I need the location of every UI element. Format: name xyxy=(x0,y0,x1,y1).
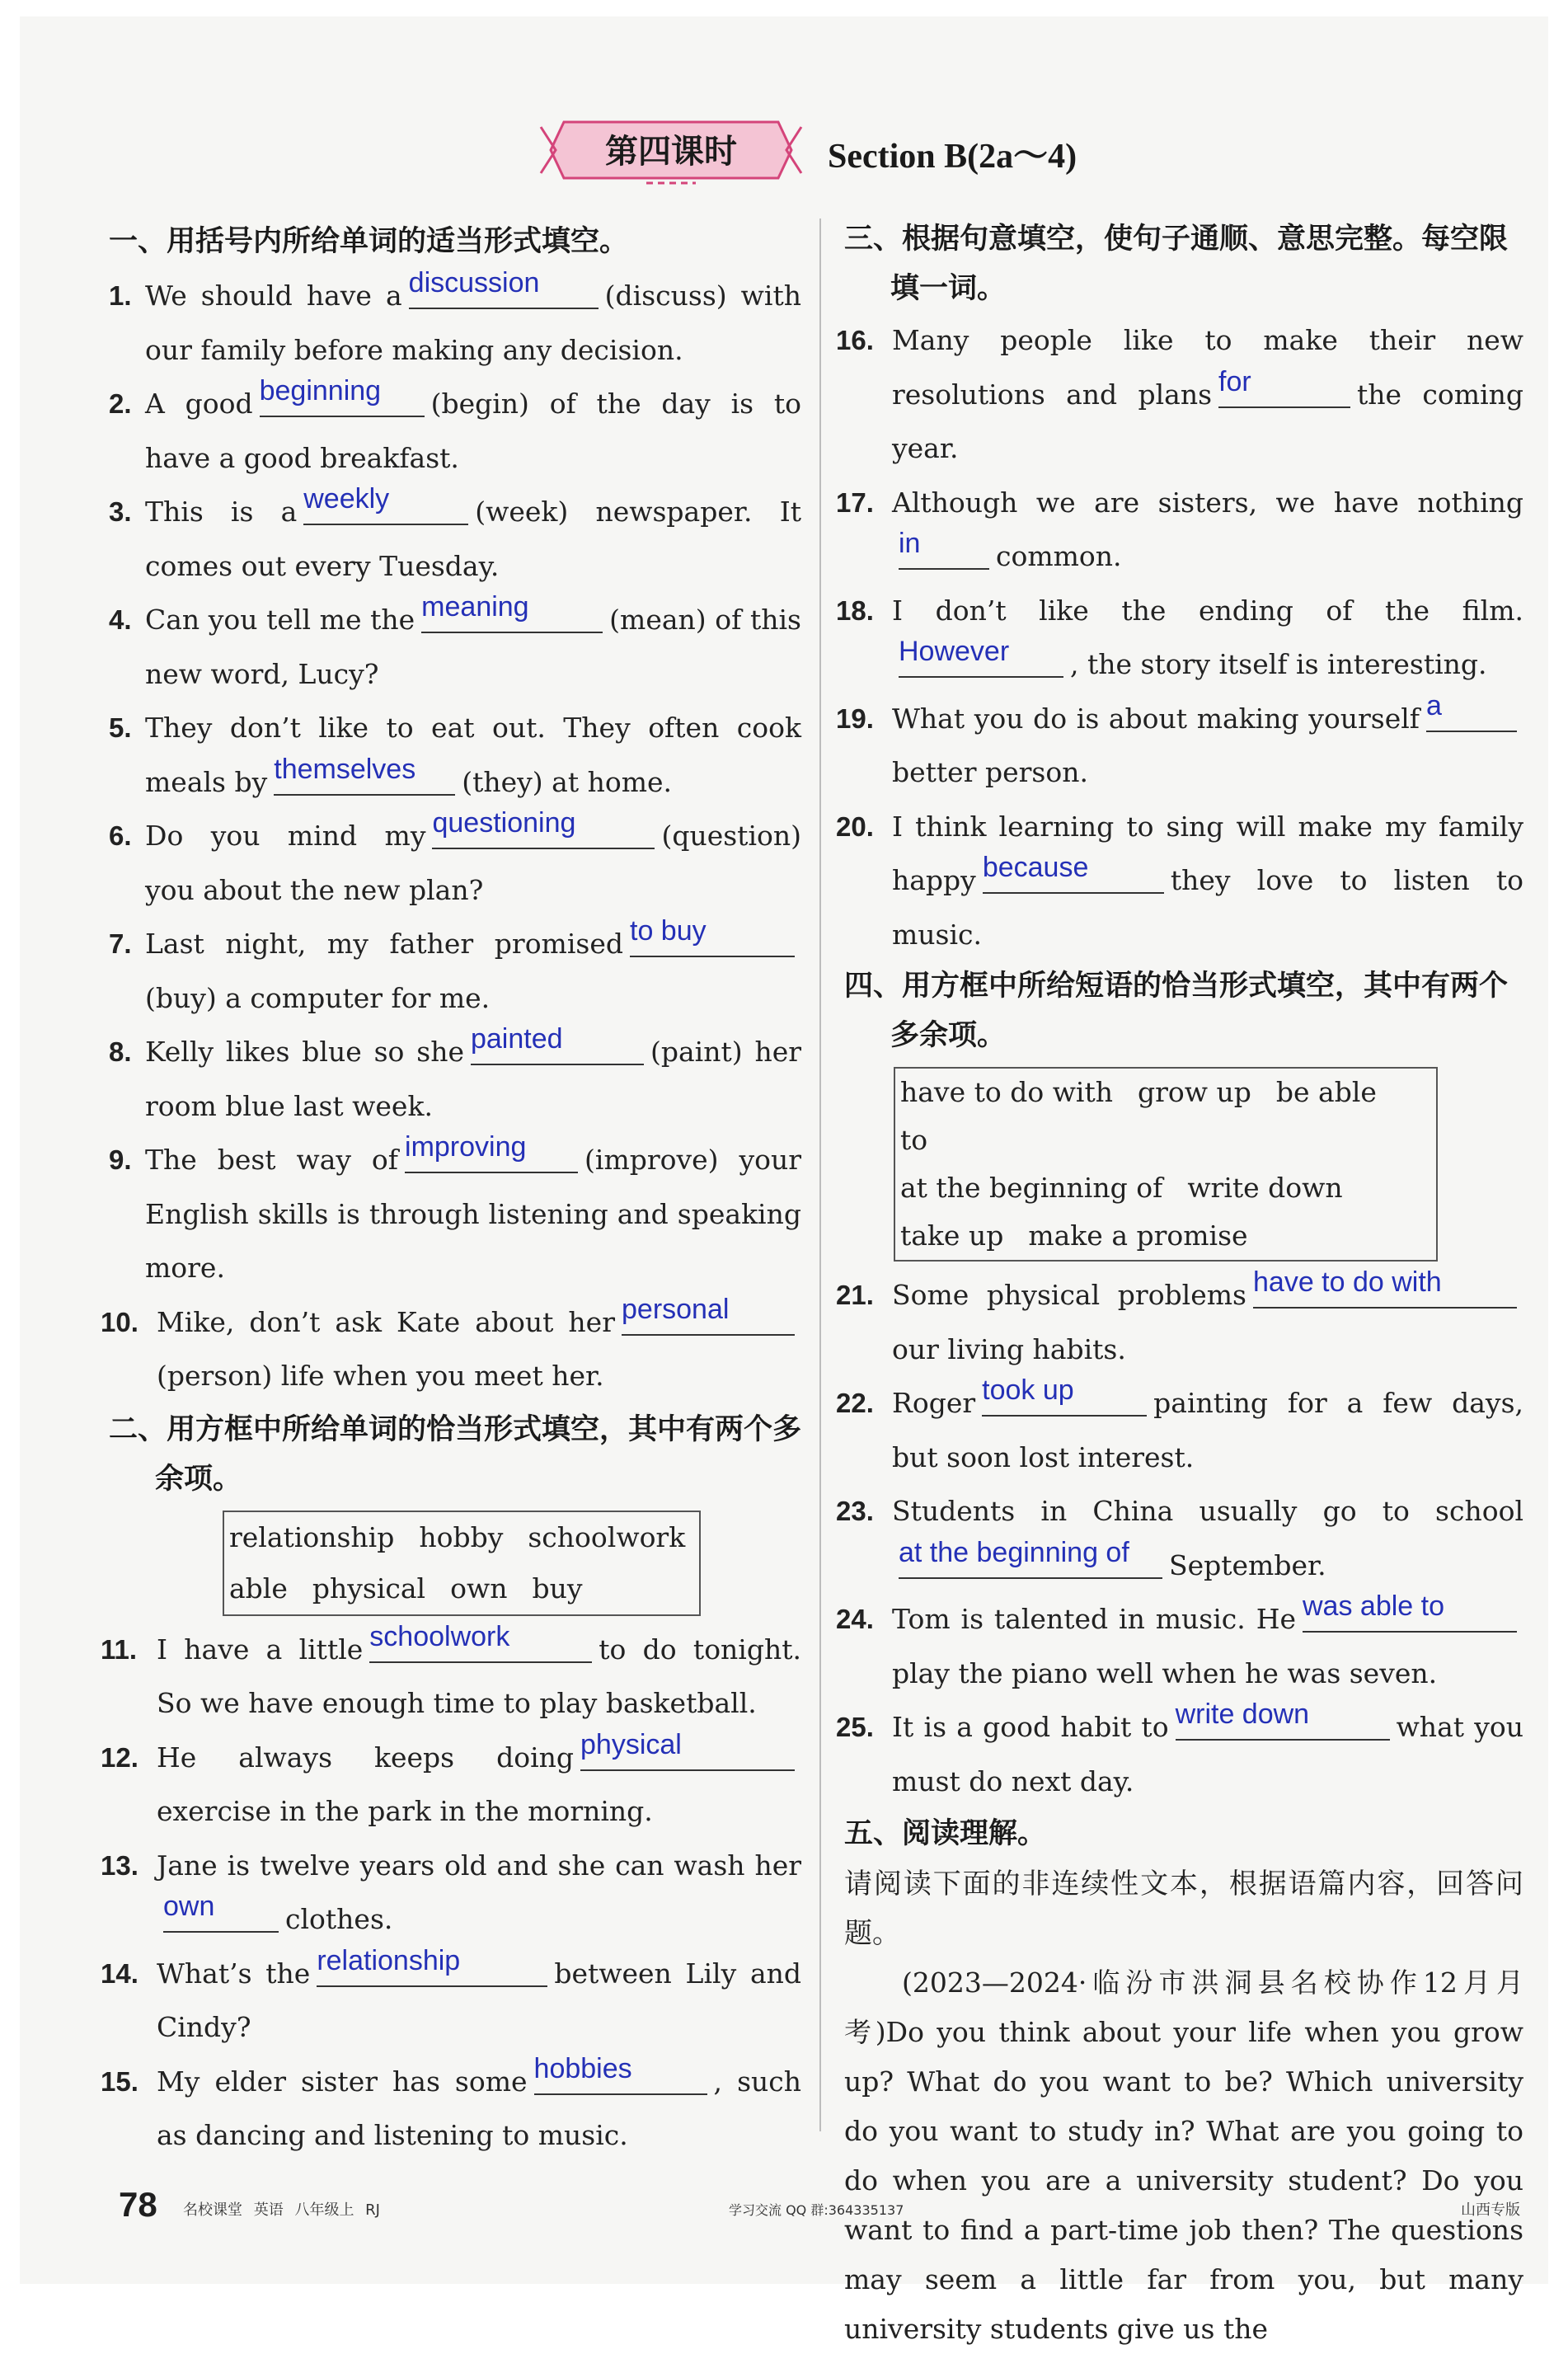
question-text-before: What’s the xyxy=(157,1957,311,1990)
question-text-after: (question) you about the new plan? xyxy=(145,820,801,906)
question-text-after: (buy) a computer for me. xyxy=(145,981,491,1014)
answer-blank[interactable] xyxy=(1253,1266,1517,1309)
question-text-after: (begin) of the day is to have a good breakfast. xyxy=(145,388,801,474)
question-number: 8. xyxy=(109,1036,132,1067)
question-text-after: (person) life when you meet her. xyxy=(157,1360,604,1392)
word-box-row xyxy=(229,1563,694,1614)
answer-blank[interactable] xyxy=(899,528,989,570)
lesson-header xyxy=(531,115,1124,190)
question-number: 5. xyxy=(109,712,132,743)
question-text-after: common. xyxy=(996,540,1122,572)
question-text-before: Many people like to make their new resolutions and plans xyxy=(892,324,1523,411)
question-item xyxy=(836,689,1523,800)
answer-blank[interactable] xyxy=(303,483,468,525)
phrase-box-row xyxy=(900,1212,1431,1260)
question-number: 10. xyxy=(101,1306,138,1337)
answer-text: for xyxy=(1218,365,1251,397)
answer-text: meaning xyxy=(421,591,529,623)
question-text-before: Do you mind my xyxy=(145,820,426,852)
question-number: 18. xyxy=(836,594,874,626)
question-number: 1. xyxy=(109,280,132,311)
question-text-before: Jane is twelve years old and she can wash her xyxy=(157,1849,801,1882)
answer-blank[interactable] xyxy=(408,267,599,309)
question-number: 7. xyxy=(109,928,132,959)
box-word: at the beginning of xyxy=(900,1172,1163,1204)
question-text-before: Can you tell me the xyxy=(145,604,415,636)
answer-text: at the beginning of xyxy=(899,1536,1129,1568)
question-number: 21. xyxy=(836,1280,874,1310)
answer-text: took up xyxy=(982,1374,1074,1406)
section4-heading: 四、用方框中所给短语的恰当形式填空，其中有两个多余项。 xyxy=(844,970,1509,1052)
left-column xyxy=(101,214,802,2163)
answer-text: in xyxy=(899,528,921,559)
box-word: buy xyxy=(532,1572,583,1605)
question-text-before: He always keeps doing xyxy=(157,1741,574,1774)
question-number: 23. xyxy=(836,1496,874,1526)
answer-blank[interactable] xyxy=(405,1131,578,1173)
question-text-after: they love to listen to music. xyxy=(892,864,1523,951)
question-number: 9. xyxy=(109,1144,132,1175)
question-text-before: What you do is about making yourself xyxy=(892,702,1420,735)
answer-blank[interactable] xyxy=(899,1536,1162,1579)
question-text-after: exercise in the park in the morning. xyxy=(157,1795,653,1827)
answer-text: because xyxy=(982,852,1089,883)
question-item xyxy=(109,701,801,809)
question-number: 17. xyxy=(836,486,874,518)
answer-text: personal xyxy=(622,1293,730,1325)
section1-heading: 一、用括号内所给单词的适当形式填空。 xyxy=(109,225,629,258)
question-text-after: our living habits. xyxy=(892,1332,1126,1365)
section2-word-box xyxy=(223,1511,701,1616)
question-item xyxy=(836,476,1523,584)
question-number: 6. xyxy=(109,820,132,851)
page-footer xyxy=(119,2185,1520,2234)
question-number: 12. xyxy=(101,1741,138,1773)
question-text-before: We should have a xyxy=(145,280,402,312)
section2-heading: 二、用方框中所给单词的恰当形式填空，其中有两个多余项。 xyxy=(109,1412,802,1496)
answer-blank[interactable] xyxy=(163,1891,279,1933)
question-text-before: A good xyxy=(145,388,253,420)
section3-list xyxy=(836,313,1523,961)
edition-label: 山西专版 xyxy=(1461,2201,1520,2219)
answer-text: was able to xyxy=(1303,1590,1444,1622)
answer-blank[interactable] xyxy=(1175,1699,1390,1741)
question-text-before: Some physical problems xyxy=(892,1279,1246,1311)
question-text-after: clothes. xyxy=(285,1903,393,1935)
box-word: relationship xyxy=(229,1520,395,1553)
qq-group-info: 学习交流 QQ 群:364335137 xyxy=(729,2202,904,2218)
page-sheet xyxy=(20,16,1548,2345)
box-word: physical xyxy=(312,1572,426,1605)
question-text-after: play the piano well when he was seven. xyxy=(892,1656,1438,1689)
section4-phrase-box xyxy=(894,1067,1438,1262)
question-text-before: This is a xyxy=(145,496,298,528)
section2-list xyxy=(101,1620,801,2163)
question-item xyxy=(101,1944,801,2055)
question-text-before: Kelly likes blue so she xyxy=(145,1036,464,1068)
question-number: 11. xyxy=(101,1633,138,1665)
section3-heading: 三、根据句意填空，使句子通顺、意思完整。每空限填一词。 xyxy=(844,223,1509,305)
question-text-before: I don’t like the ending of the film. xyxy=(892,594,1523,627)
question-item xyxy=(836,1266,1523,1376)
answer-text: own xyxy=(163,1891,215,1922)
question-text-before: Last night, my father promised xyxy=(145,928,623,960)
question-item xyxy=(836,1590,1523,1700)
answer-blank[interactable] xyxy=(533,2052,707,2095)
answer-blank[interactable] xyxy=(630,915,795,957)
right-column xyxy=(836,214,1523,2354)
box-word: write down xyxy=(1187,1172,1343,1204)
question-number: 15. xyxy=(101,2065,138,2097)
question-item xyxy=(109,593,801,701)
answer-blank[interactable] xyxy=(1218,365,1350,408)
book-info: 名校课堂 英语 八年级上 RJ xyxy=(183,2201,380,2219)
reading-instruction: 请阅读下面的非连续性文本，根据语篇内容，回答问题。 xyxy=(844,1868,1523,1950)
box-word: schoolwork xyxy=(528,1520,686,1553)
answer-text: weekly xyxy=(303,483,390,514)
question-text-after: painting for a few days, but soon lost interest. xyxy=(892,1387,1523,1473)
question-item xyxy=(109,485,801,593)
question-text-before: They don’t like to eat out. They often cook meals by xyxy=(145,712,801,798)
question-text-after: (they) at home. xyxy=(462,765,673,798)
box-word: grow up xyxy=(1138,1076,1251,1108)
answer-text: questioning xyxy=(432,807,576,839)
question-number: 13. xyxy=(101,1849,138,1881)
question-item xyxy=(836,800,1523,962)
box-word: be able to xyxy=(900,1076,1377,1156)
word-box-row xyxy=(229,1512,694,1563)
answer-text: beginning xyxy=(259,375,382,406)
question-number: 25. xyxy=(836,1712,874,1742)
answer-text: to buy xyxy=(630,915,707,947)
question-text-after: better person. xyxy=(892,756,1088,788)
question-text-after: , such as dancing and listening to music. xyxy=(157,2065,801,2151)
answer-blank[interactable] xyxy=(1303,1590,1517,1633)
question-item xyxy=(836,1484,1523,1592)
phrase-box-row xyxy=(900,1164,1431,1212)
question-item xyxy=(101,2052,801,2163)
question-number: 4. xyxy=(109,604,132,635)
question-text-before: I think learning to sing will make my family happy xyxy=(892,810,1523,896)
question-number: 14. xyxy=(101,1957,138,1989)
question-item xyxy=(101,1293,801,1403)
answer-blank[interactable] xyxy=(317,1944,547,1987)
answer-blank[interactable] xyxy=(274,753,455,796)
answer-blank[interactable] xyxy=(982,852,1164,894)
question-text-after: what you must do next day. xyxy=(892,1711,1523,1797)
question-text-before: My elder sister has some xyxy=(157,2065,528,2098)
lesson-title: 第四课时 xyxy=(605,133,737,171)
box-word: own xyxy=(450,1572,508,1605)
answer-text: painted xyxy=(470,1023,563,1055)
question-text-after: September. xyxy=(1169,1548,1326,1581)
question-item xyxy=(109,269,801,377)
question-item xyxy=(836,584,1523,692)
answer-text: However xyxy=(899,636,1010,667)
lesson-badge xyxy=(539,115,803,185)
answer-blank[interactable] xyxy=(982,1374,1147,1417)
answer-blank[interactable] xyxy=(1426,689,1517,732)
question-item xyxy=(109,377,801,485)
answer-text: have to do with xyxy=(1253,1266,1442,1298)
question-item xyxy=(109,917,801,1025)
box-word: able xyxy=(229,1572,288,1605)
reading-passage: (2023—2024·临汾市洪洞县名校协作12月月考)Do you think about your life when you grow up? What do you want to be? Which university do you want to study in? What are you going to do when you are a university student? Do you want to find a part-time job then? The questions may seem a little far from you, but many university students give us the xyxy=(844,1966,1523,2345)
question-number: 24. xyxy=(836,1604,874,1634)
question-text-after: (paint) her room blue last week. xyxy=(145,1036,802,1122)
question-text-before: The best way of xyxy=(145,1144,399,1176)
question-number: 16. xyxy=(836,325,874,355)
phrase-box-row xyxy=(900,1069,1431,1164)
question-item xyxy=(101,1728,801,1839)
answer-blank[interactable] xyxy=(369,1620,592,1663)
answer-text: hobbies xyxy=(533,2052,632,2084)
question-text-before: Students in China usually go to school xyxy=(892,1495,1523,1527)
question-number: 22. xyxy=(836,1388,874,1418)
question-item xyxy=(101,1620,801,1731)
answer-text: write down xyxy=(1175,1699,1310,1730)
question-item xyxy=(109,1133,801,1295)
question-number: 3. xyxy=(109,496,132,527)
answer-blank[interactable] xyxy=(899,636,1063,678)
answer-blank[interactable] xyxy=(259,375,425,417)
answer-blank[interactable] xyxy=(622,1293,795,1336)
section-title: Section B(2a～4) xyxy=(828,138,1077,176)
question-text-before: Roger xyxy=(892,1387,976,1419)
box-word: take up xyxy=(900,1219,1004,1252)
question-text-after: (week) newspaper. It comes out every Tuesday. xyxy=(145,496,801,582)
answer-text: discussion xyxy=(408,267,540,298)
question-item xyxy=(109,809,801,917)
section4-list xyxy=(836,1266,1523,1808)
question-number: 20. xyxy=(836,811,874,842)
answer-blank[interactable] xyxy=(470,1023,644,1065)
question-text-after: between Lily and Cindy? xyxy=(157,1957,801,2043)
question-text-after: to do tonight. So we have enough time to play basketball. xyxy=(157,1633,801,1719)
answer-blank[interactable] xyxy=(580,1728,795,1771)
box-word: make a promise xyxy=(1028,1219,1248,1252)
question-text-after: (improve) your English skills is through listening and speaking more. xyxy=(145,1144,801,1284)
section5-heading: 五、阅读理解。 xyxy=(844,1817,1047,1850)
column-divider xyxy=(819,218,821,2131)
answer-text: schoolwork xyxy=(369,1620,510,1652)
question-text-before: Although we are sisters, we have nothing xyxy=(892,486,1523,519)
answer-text: themselves xyxy=(274,753,416,785)
question-text-before: Mike, don’t ask Kate about her xyxy=(157,1305,615,1338)
question-text-before: Tom is talented in music. He xyxy=(892,1603,1296,1635)
answer-blank[interactable] xyxy=(432,807,655,849)
answer-text: a xyxy=(1426,689,1442,721)
question-text-after: (discuss) with our family before making any decision. xyxy=(145,280,801,366)
page-number: 78 xyxy=(119,2185,157,2224)
question-number: 2. xyxy=(109,388,132,419)
question-item xyxy=(836,1699,1523,1808)
box-word: have to do with xyxy=(900,1076,1114,1108)
box-word: hobby xyxy=(419,1520,504,1553)
question-item xyxy=(109,1025,801,1133)
question-item xyxy=(836,1374,1523,1484)
answer-blank[interactable] xyxy=(421,591,603,633)
question-item xyxy=(101,1839,801,1947)
section1-list xyxy=(101,267,802,1403)
question-text-after: , the story itself is interesting. xyxy=(1070,648,1487,680)
answer-text: relationship xyxy=(317,1944,461,1976)
answer-text: physical xyxy=(580,1728,682,1760)
question-item xyxy=(836,313,1523,476)
question-text-after: (mean) of this new word, Lucy? xyxy=(145,604,801,690)
question-number: 19. xyxy=(836,702,874,734)
question-text-before: It is a good habit to xyxy=(892,1711,1169,1743)
answer-text: improving xyxy=(405,1131,527,1163)
question-text-after: the coming year. xyxy=(892,378,1523,464)
question-text-before: I have a little xyxy=(157,1633,364,1666)
